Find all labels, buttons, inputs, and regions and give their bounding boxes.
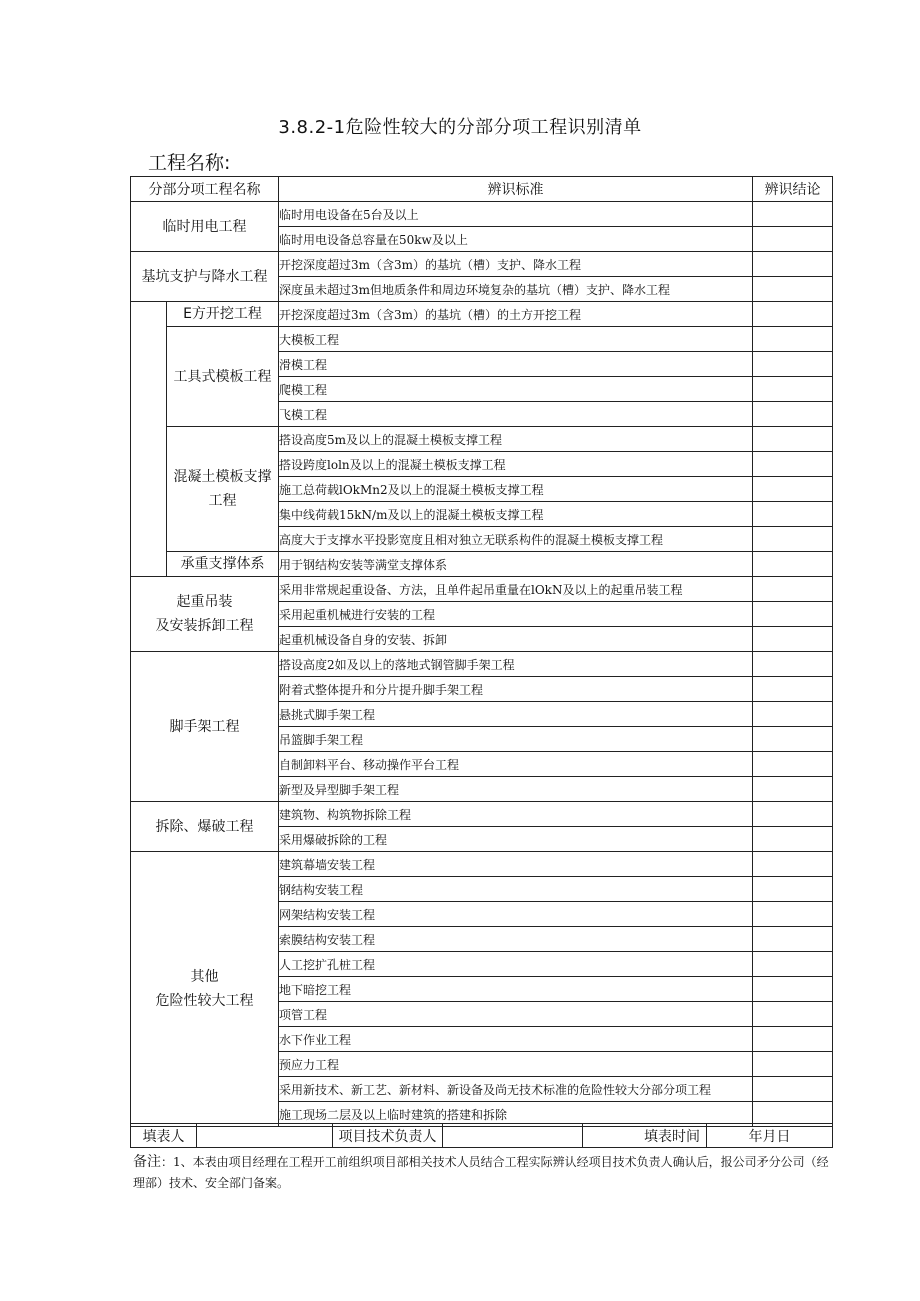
result-cell[interactable] bbox=[753, 427, 833, 452]
result-cell[interactable] bbox=[753, 577, 833, 602]
header-standard: 辨识标准 bbox=[279, 177, 753, 202]
result-cell[interactable] bbox=[753, 1027, 833, 1052]
standard-cell: 开挖深度超过3m（含3m）的基坑（槽）的土方开挖工程 bbox=[279, 302, 753, 327]
remark-label: 备注 bbox=[133, 1154, 161, 1170]
standard-cell: 附着式整体提升和分片提升脚手架工程 bbox=[279, 677, 753, 702]
result-cell[interactable] bbox=[753, 477, 833, 502]
standard-cell: 建筑物、构筑物拆除工程 bbox=[279, 802, 753, 827]
standard-cell: 建筑幕墙安装工程 bbox=[279, 852, 753, 877]
standard-cell: 滑模工程 bbox=[279, 352, 753, 377]
result-cell[interactable] bbox=[753, 952, 833, 977]
category-label: 混凝土模板支撑 bbox=[173, 469, 272, 485]
date-field[interactable]: 年月日 bbox=[707, 1124, 833, 1148]
table-row bbox=[131, 552, 833, 577]
table-row bbox=[131, 202, 833, 227]
category-temporary-power bbox=[131, 202, 279, 252]
result-cell[interactable] bbox=[753, 452, 833, 477]
result-cell[interactable] bbox=[753, 877, 833, 902]
signature-row-table bbox=[130, 1123, 833, 1148]
standard-cell: 深度虽未超过3m但地质条件和周边环境复杂的基坑（槽）支护、降水工程 bbox=[279, 277, 753, 302]
category-label: 拆除、爆破工程 bbox=[155, 818, 254, 835]
result-cell[interactable] bbox=[753, 852, 833, 877]
fill-time-label: 填表时间 bbox=[583, 1124, 707, 1148]
result-cell[interactable] bbox=[753, 552, 833, 577]
standard-cell: 开挖深度超过3m（含3m）的基坑（槽）支护、降水工程 bbox=[279, 252, 753, 277]
standard-cell: 搭设跨度loln及以上的混凝土模板支撑工程 bbox=[279, 452, 753, 477]
standard-cell: 临时用电设备在5台及以上 bbox=[279, 202, 753, 227]
result-cell[interactable] bbox=[753, 402, 833, 427]
category-label: E方开挖工程 bbox=[183, 306, 262, 322]
result-cell[interactable] bbox=[753, 277, 833, 302]
standard-cell: 施工现场二层及以上临时建筑的搭建和拆除 bbox=[279, 1102, 753, 1127]
table-header-row bbox=[131, 177, 833, 202]
category-lifting bbox=[131, 577, 279, 652]
standard-cell: 飞模工程 bbox=[279, 402, 753, 427]
category-tool-formwork bbox=[167, 327, 279, 427]
tech-lead-label: 项目技术负责人 bbox=[333, 1124, 443, 1148]
standard-cell: 临时用电设备总容量在50kw及以上 bbox=[279, 227, 753, 252]
standard-cell: 起重机械设备自身的安装、拆卸 bbox=[279, 627, 753, 652]
result-cell[interactable] bbox=[753, 227, 833, 252]
result-cell[interactable] bbox=[753, 727, 833, 752]
category-demolition bbox=[131, 802, 279, 852]
standard-cell: 钢结构安装工程 bbox=[279, 877, 753, 902]
category-foundation-pit bbox=[131, 252, 279, 302]
result-cell[interactable] bbox=[753, 527, 833, 552]
standard-cell: 搭设高度2如及以上的落地式钢管脚手架工程 bbox=[279, 652, 753, 677]
group-left-cell bbox=[131, 302, 167, 577]
result-cell[interactable] bbox=[753, 327, 833, 352]
category-load-bearing bbox=[167, 552, 279, 577]
standard-cell: 自制卸料平台、移动操作平台工程 bbox=[279, 752, 753, 777]
standard-cell: 采用爆破拆除的工程 bbox=[279, 827, 753, 852]
standard-cell: 吊篮脚手架工程 bbox=[279, 727, 753, 752]
category-label: 承重支撑体系 bbox=[180, 556, 265, 572]
table-body bbox=[131, 202, 833, 1127]
header-result: 辨识结论 bbox=[753, 177, 833, 202]
category-label: 基坑支护与降水工程 bbox=[141, 268, 268, 285]
result-cell[interactable] bbox=[753, 977, 833, 1002]
category-label: 工具式模板工程 bbox=[173, 368, 272, 385]
tech-lead-field[interactable] bbox=[443, 1124, 583, 1148]
standard-cell: 人工挖扩孔桩工程 bbox=[279, 952, 753, 977]
category-label: 其他 bbox=[190, 969, 219, 985]
result-cell[interactable] bbox=[753, 627, 833, 652]
category-other bbox=[131, 852, 279, 1127]
table-row bbox=[131, 802, 833, 827]
standard-cell: 新型及异型脚手架工程 bbox=[279, 777, 753, 802]
result-cell[interactable] bbox=[753, 902, 833, 927]
result-cell[interactable] bbox=[753, 502, 833, 527]
result-cell[interactable] bbox=[753, 377, 833, 402]
result-cell[interactable] bbox=[753, 602, 833, 627]
header-category: 分部分项工程名称 bbox=[131, 177, 279, 202]
standard-cell: 高度大于支撑水平投影宽度且相对独立无联系构件的混凝土模板支撑工程 bbox=[279, 527, 753, 552]
category-label: 危险性较大工程 bbox=[155, 993, 254, 1009]
standard-cell: 地下暗挖工程 bbox=[279, 977, 753, 1002]
category-label: 及安装拆卸工程 bbox=[155, 618, 254, 634]
standard-cell: 爬模工程 bbox=[279, 377, 753, 402]
result-cell[interactable] bbox=[753, 352, 833, 377]
result-cell[interactable] bbox=[753, 1052, 833, 1077]
result-cell[interactable] bbox=[753, 802, 833, 827]
category-label: 工程 bbox=[208, 493, 237, 509]
standard-cell: 水下作业工程 bbox=[279, 1027, 753, 1052]
category-scaffold bbox=[131, 652, 279, 802]
standard-cell: 索膜结构安装工程 bbox=[279, 927, 753, 952]
result-cell[interactable] bbox=[753, 252, 833, 277]
result-cell[interactable] bbox=[753, 1002, 833, 1027]
standard-cell: 施工总荷载lOkMn2及以上的混凝土模板支撑工程 bbox=[279, 477, 753, 502]
standard-cell: 搭设高度5m及以上的混凝土模板支撑工程 bbox=[279, 427, 753, 452]
table-row bbox=[131, 427, 833, 452]
result-cell[interactable] bbox=[753, 777, 833, 802]
project-name-label: 工程名称: bbox=[148, 152, 231, 174]
standard-cell: 预应力工程 bbox=[279, 1052, 753, 1077]
standard-cell: 采用非常规起重设备、方法，且单件起吊重量在lOkN及以上的起重吊装工程 bbox=[279, 577, 753, 602]
standard-cell: 采用起重机械进行安装的工程 bbox=[279, 602, 753, 627]
table-row bbox=[131, 302, 833, 327]
filler-field[interactable] bbox=[197, 1124, 333, 1148]
table-row bbox=[131, 252, 833, 277]
table-row bbox=[131, 652, 833, 677]
result-cell[interactable] bbox=[753, 302, 833, 327]
result-cell[interactable] bbox=[753, 677, 833, 702]
result-cell[interactable] bbox=[753, 827, 833, 852]
standard-cell: 项管工程 bbox=[279, 1002, 753, 1027]
category-label: 脚手架工程 bbox=[169, 718, 240, 735]
standard-cell: 采用新技术、新工艺、新材料、新设备及尚无技术标准的危险性较大分部分项工程 bbox=[279, 1077, 753, 1102]
remark-note bbox=[133, 1152, 833, 1194]
category-label: 起重吊装 bbox=[176, 594, 233, 610]
table-row bbox=[131, 327, 833, 352]
table-row bbox=[131, 577, 833, 602]
result-cell[interactable] bbox=[753, 702, 833, 727]
standard-cell: 悬挑式脚手架工程 bbox=[279, 702, 753, 727]
standard-cell: 集中线荷载15kN∕m及以上的混凝土模板支撑工程 bbox=[279, 502, 753, 527]
filler-label: 填表人 bbox=[131, 1124, 197, 1148]
standard-cell: 大模板工程 bbox=[279, 327, 753, 352]
result-cell[interactable] bbox=[753, 752, 833, 777]
document-title: 3.8.2-1危险性较大的分部分项工程识别清单 bbox=[278, 117, 642, 138]
remark-text: ：1、本表由项目经理在工程开工前组织项目部相关技术人员结合工程实际辨认经项目技术负责人确认后，报公司矛分公司（经理部）技术、安全部门备案。 bbox=[133, 1155, 829, 1190]
table-row bbox=[131, 852, 833, 877]
standard-cell: 网架结构安装工程 bbox=[279, 902, 753, 927]
result-cell[interactable] bbox=[753, 1077, 833, 1102]
result-cell[interactable] bbox=[753, 202, 833, 227]
result-cell[interactable] bbox=[753, 927, 833, 952]
category-concrete-formwork bbox=[167, 427, 279, 552]
category-label: 临时用电工程 bbox=[162, 218, 247, 235]
identification-table bbox=[130, 176, 833, 1127]
category-earthwork bbox=[167, 302, 279, 327]
standard-cell: 用于钢结构安装等满堂支撑体系 bbox=[279, 552, 753, 577]
result-cell[interactable] bbox=[753, 652, 833, 677]
